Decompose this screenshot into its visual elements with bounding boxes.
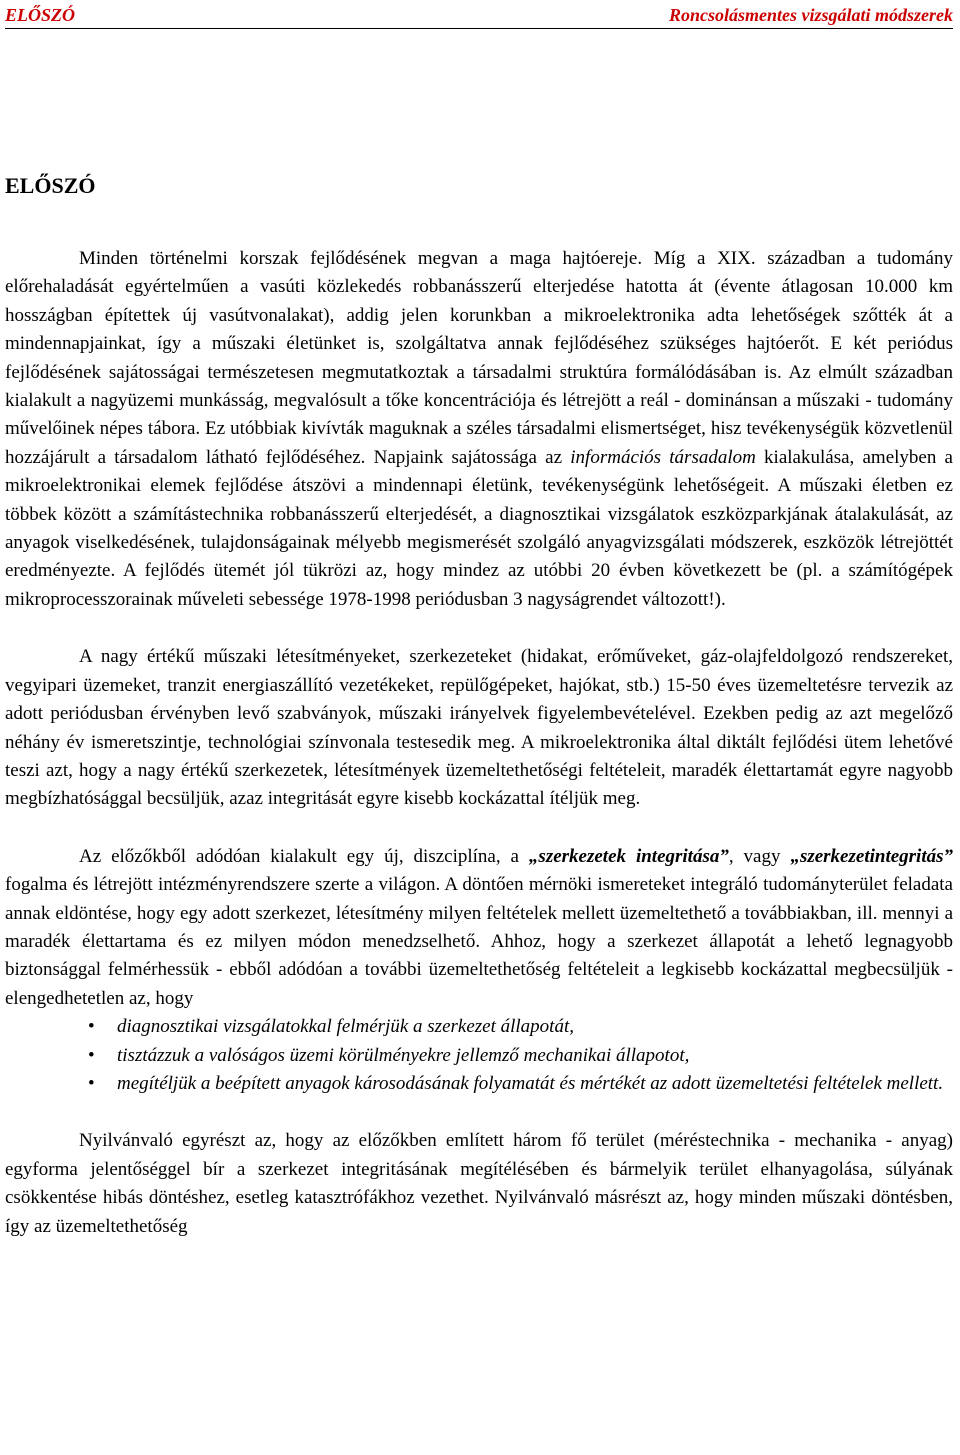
bullet-text: megítéljük a beépített anyagok károsodásának folyamatát és mértékét az adott üzemeltetési feltételek mellett.	[117, 1072, 944, 1094]
header-book-title: Roncsolásmentes vizsgálati módszerek	[668, 5, 953, 25]
paragraph-1-tail: kialakulása, amelyben a mikroelektronikai elemek fejlődése átszövi a mindennapi életünk, tevékenységünk lehetőségeit. A műszaki életben ez többek között a számítástechnika robbanásszerű elterjedését, a diagnosztikai vizsgálatok eszközparkjának átalakulását, az anyagok viselkedésének, tulajdonságainak mélyebb megismerését szolgáló anyagvizsgálati módszerek, eszközök létrejöttét eredményezte. A fejlődés ütemét jól tükrözi az, hogy mindez az utóbbi 20 évben következett be (pl. a számítógépek mikroprocesszorainak műveleti sebessége 1978-1998 periódusban 3 nagyságrendet változott!).	[5, 446, 953, 610]
paragraph-1-text: Minden történelmi korszak fejlődésének megvan a maga hajtóereje. Míg a XIX. században a tudomány előrehaladását egyértelműen a vasúti közlekedés robbanásszerű elterjedése hatotta át (évente átlagosan 10.000 km hosszágban építettek új vasútvonalakat), addig jelen korunkban a mikroelektronika adta lehetőségek szőtték át a mindennapjainkat, így a műszaki életünket is, szolgáltatva annak fejlődéséhez szükséges hajtóerőt. E két periódus fejlődésének sajátosságai természetesen megmutatkoztak a társadalmi struktúra formálódásában is. Az elmúlt században kialakult a nagyüzemi munkásság, megvalósult a tőke koncentrációja és létrejött a reál - dominánsan a műszaki - tudomány művelőinek népes tábora. Ez utóbbiak kivívták maguknak a széles társadalmi elismertséget, hisz tevékenységük közvetlenül hozzájárult a társadalom látható fejlődéséhez. Napjaink sajátossága az	[5, 248, 953, 468]
bullet-item	[88, 1013, 953, 1041]
paragraph-3-text-a: Az előzőkből adódóan kialakult egy új, diszciplína, a	[79, 845, 529, 867]
paragraph-1-italic-term: információs társadalom	[570, 446, 756, 468]
paragraph-1	[5, 245, 953, 614]
paragraph-3-term-2: „szerkezetintegritás”	[790, 845, 953, 867]
paragraph-3-term-1: „szerkezetek integritása”	[528, 845, 729, 867]
paragraph-4: Nyilvánvaló egyrészt az, hogy az előzőkben említett három fő terület (méréstechnika - mechanika - anyag) egyforma jelentőséggel bír a szerkezet integritásának megítélésében és bármelyik terület elhanyagolása, súlyának csökkentése hibás döntéshez, esetleg katasztrófákhoz vezethet. Nyilvánvaló másrészt az, hogy minden műszaki döntésben, így az üzemeltethetőség	[5, 1130, 953, 1237]
bullet-item	[88, 1042, 953, 1070]
bullet-icon: •	[88, 1072, 95, 1094]
bullet-text: tisztázzuk a valóságos üzemi körülményekre jellemző mechanikai állapotot,	[117, 1044, 690, 1066]
body-text	[5, 245, 953, 1241]
bullet-list	[5, 1013, 953, 1098]
bullet-icon: •	[88, 1016, 95, 1038]
paragraph-2: A nagy értékű műszaki létesítményeket, szerkezeteket (hidakat, erőműveket, gáz-olajfeldolgozó rendszereket, vegyipari üzemeket, tranzit energiaszállító vezetékeket, repülőgépeket, hajókat, stb.) 15-50 éves üzemeltetésre tervezik az adott periódusban érvényben levő szabványok, műszaki irányelvek figyelembevételével. Ezekben pedig az azt megelőző néhány év ismeretszintje, technológiai színvonala testesedik meg. A mikroelektronika által diktált fejlődési ütem lehetővé teszi azt, hogy a nagy értékű szerkezetek, létesítmények üzemeltethetőségi feltételeit, maradék élettartamát egyre nagyobb megbízhatósággal becsüljük, azaz integritását egyre kisebb kockázattal ítéljük meg.	[5, 646, 953, 810]
paragraph-3-text-b: , vagy	[728, 845, 791, 867]
paragraph-3	[5, 843, 953, 1013]
chapter-title: ELŐSZÓ	[5, 173, 96, 198]
paragraph-3-text-c: fogalma és létrejött intézményrendszere szerte a világon. A döntően mérnöki ismereteket integráló tudományterület feladata annak eldöntése, hogy egy adott szerkezet, létesítmény milyen feltételek mellett üzemeltethető a továbbiakban, ill. mennyi a maradék élettartama és ez milyen módon menedzselhető. Ahhoz, hogy a szerkezet állapotát a lehető legnagyobb biztonsággal felmérhessük - ebből adódóan a további üzemeltethetőség feltételeit a legkisebb kockázattal megbecsüljük - elengedhetetlen az, hogy	[5, 874, 953, 1009]
header-chapter: ELŐSZÓ	[5, 5, 76, 25]
bullet-text: diagnosztikai vizsgálatokkal felmérjük a szerkezet állapotát,	[117, 1016, 574, 1038]
bullet-item	[88, 1070, 953, 1098]
bullet-icon: •	[88, 1044, 95, 1066]
running-header	[5, 0, 953, 29]
